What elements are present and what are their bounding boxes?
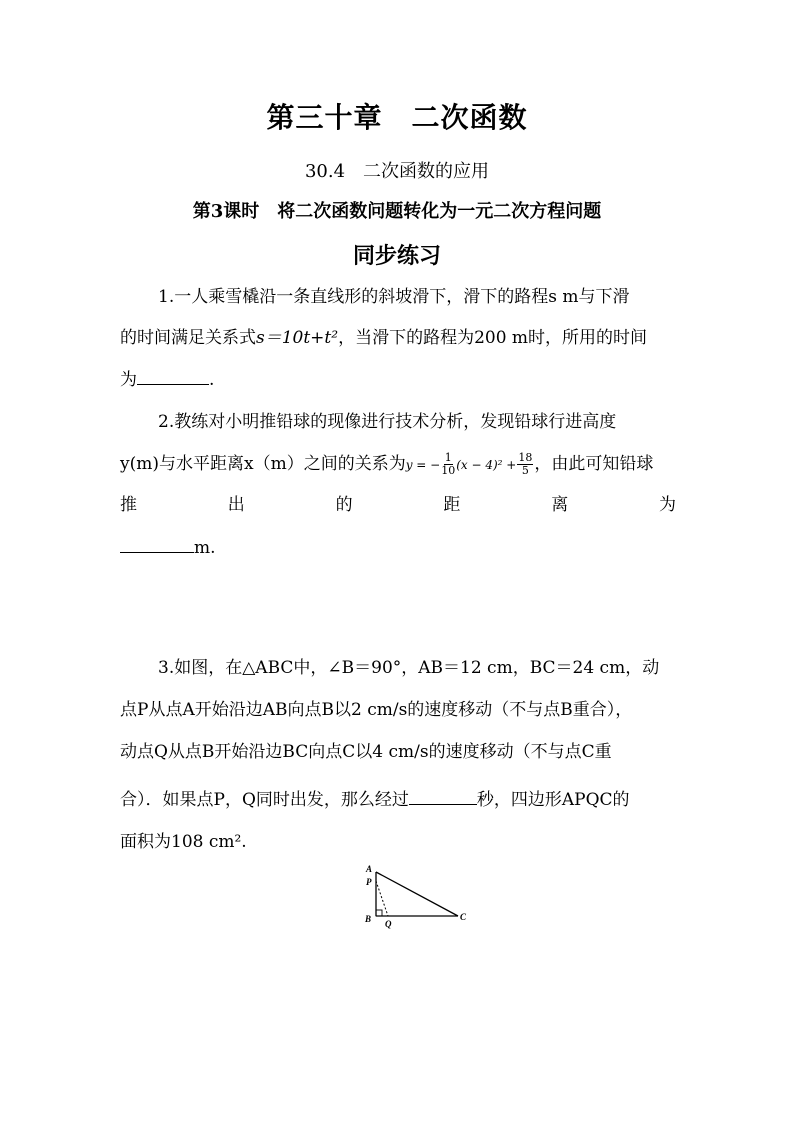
q3-line1: 3.如图，在△ABC中，∠B＝90°，AB＝12 cm，BC＝24 cm，动 <box>158 658 660 678</box>
q1-line3-pre: 为 <box>120 370 137 390</box>
q2-fraction-2-num: 18 <box>518 451 533 464</box>
q2-word: 为 <box>658 495 676 515</box>
q2-word: 出 <box>227 495 245 515</box>
q1-line2-pre: 的时间满足关系式 <box>120 328 256 348</box>
q3-line2: 点P从点A开始沿边AB向点B以2 cm/s的速度移动（不与点B重合）， <box>120 700 633 720</box>
triangle-diagram <box>360 862 470 932</box>
q3-line4-post: 秒，四边形APQC的 <box>476 790 630 810</box>
label-p: P <box>366 877 372 887</box>
q2-fraction-1-den: 10 <box>441 464 456 477</box>
q2-fraction-1 <box>441 452 455 477</box>
side-ac <box>376 872 458 916</box>
chapter-title: 第三十章 二次函数 <box>266 101 528 134</box>
q1-line3-post: . <box>209 370 215 390</box>
q2-line1: 2.教练对小明推铅球的现像进行技术分析，发现铅球行进高度 <box>158 412 617 432</box>
q2-line3 <box>120 494 676 516</box>
q3-line4-pre: 合）．如果点P，Q同时出发，那么经过 <box>120 790 409 810</box>
q3-answer-blank[interactable] <box>409 788 477 805</box>
section-title: 30.4 二次函数的应用 <box>304 161 490 182</box>
q2-formula-b: (x − 4)² + <box>456 458 517 472</box>
q2-line2 <box>120 452 676 477</box>
q2-line2-pre: y(m)与水平距离x（m）之间的关系为 <box>120 454 406 474</box>
q1-line3 <box>120 368 676 391</box>
q2-fraction-2 <box>517 452 533 477</box>
practice-heading: 同步练习 <box>352 243 441 269</box>
q2-formula-a: y = − <box>405 458 441 472</box>
q2-word: 的 <box>335 495 353 515</box>
q2-word: 距 <box>443 495 461 515</box>
q3-line5: 面积为108 cm². <box>120 832 247 852</box>
q3-line4 <box>120 788 676 811</box>
q2-line2-post: ，由此可知铅球 <box>534 454 654 474</box>
q2-line4 <box>120 536 676 559</box>
lesson-title: 第3课时 将二次函数问题转化为一元二次方程问题 <box>192 201 602 222</box>
right-angle-mark <box>376 910 382 916</box>
triangle-figure <box>360 862 470 932</box>
q2-answer-blank[interactable] <box>120 536 194 553</box>
label-q: Q <box>385 919 392 929</box>
q2-word: 推 <box>120 495 137 515</box>
q1-line1: 1.一人乘雪橇沿一条直线形的斜坡滑下，滑下的路程s m与下滑 <box>158 287 630 307</box>
q1-line2-post: ，当滑下的路程为200 m时，所用的时间 <box>338 328 648 348</box>
label-b: B <box>365 914 372 924</box>
q2-fraction-2-den: 5 <box>521 464 529 477</box>
q2-line4-post: m. <box>194 538 216 558</box>
q3-line3: 动点Q从点B开始沿边BC向点C以4 cm/s的速度移动（不与点C重 <box>120 742 612 762</box>
label-a: A <box>366 864 373 874</box>
q1-formula: s＝10t+t² <box>256 328 339 348</box>
q2-fraction-1-num: 1 <box>444 451 452 464</box>
q1-answer-blank[interactable] <box>137 368 209 385</box>
label-c: C <box>460 912 467 922</box>
q2-word: 离 <box>551 495 569 515</box>
q1-line2 <box>120 327 676 349</box>
